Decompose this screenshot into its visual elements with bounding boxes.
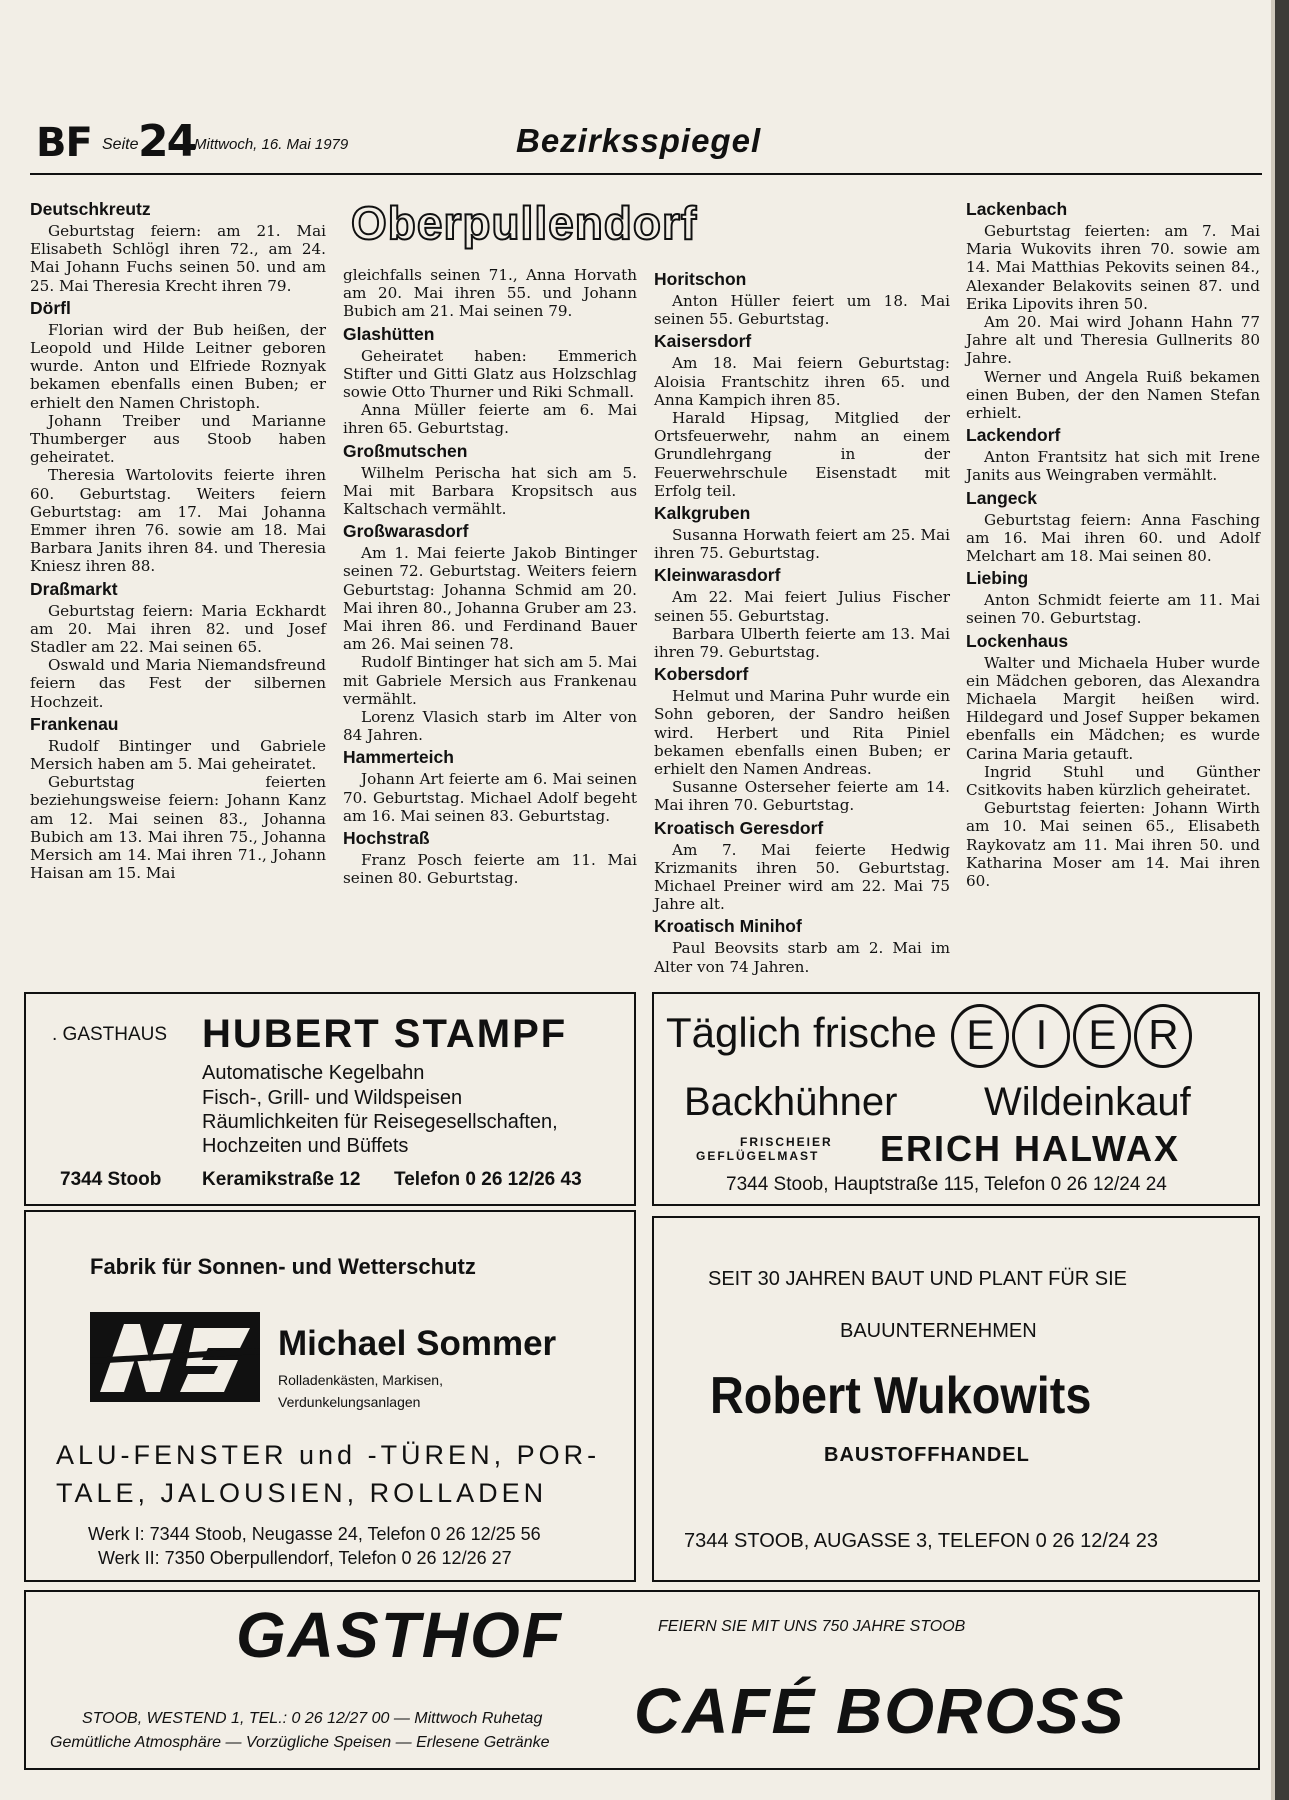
ad-address: 7344 STOOB, AUGASSE 3, TELEFON 0 26 12/24 23 (684, 1530, 1158, 1552)
place-heading: Dörfl (30, 297, 71, 318)
ad-name: ERICH HALWAX (880, 1128, 1181, 1169)
place-heading: Großmutschen (343, 440, 468, 461)
news-paragraph: Johann Treiber und Marianne Thumberger aus Stoob haben geheiratet. (30, 411, 326, 467)
ad-line: Automatische Kegelbahn (202, 1062, 425, 1084)
ad-slogan: Gemütliche Atmosphäre — Vorzügliche Speisen — Erlesene Getränke (50, 1734, 550, 1751)
news-paragraph: Susanna Horwath feiert am 25. Mai ihren 75. Geburtstag. (654, 526, 950, 563)
ad-line: Fisch-, Grill- und Wildspeisen (202, 1087, 463, 1109)
ad-big2: CAFÉ BOROSS (634, 1675, 1126, 1747)
news-paragraph: Walter und Michaela Huber wurde ein Mädchen geboren, das Alexandra Michaela Margit heißen wird. Hildegard und Josef Supper bekamen ebenfalls ein Mädchen; es wurde Carina Maria getauft. (966, 653, 1260, 763)
ad-town: 7344 Stoob (60, 1169, 162, 1190)
ad-address: STOOB, WESTEND 1, TEL.: 0 26 12/27 00 — Mittwoch Ruhetag (82, 1710, 543, 1727)
news-paragraph: Barbara Ulberth feierte am 13. Mai ihren 79. Geburtstag. (654, 624, 950, 662)
ad-address: 7344 Stoob, Hauptstraße 115, Telefon 0 26 12/24 24 (726, 1174, 1167, 1195)
place-heading: Langeck (966, 487, 1037, 508)
place-heading: Lackenbach (966, 199, 1068, 219)
ad-werk2: Werk II: 7350 Oberpullendorf, Telefon 0 26 12/26 27 (98, 1548, 512, 1568)
place-heading: Kroatisch Geresdorf (654, 817, 824, 838)
section-title: Bezirksspiegel (516, 122, 762, 159)
district-banner: Oberpullendorf (351, 197, 698, 249)
ad-sub: Rolladenkästen, Markisen, (278, 1372, 443, 1388)
paper-logo: BF (36, 120, 92, 166)
place-heading: Kobersdorf (654, 664, 749, 685)
news-paragraph: Werner und Angela Ruiß bekamen einen Buben, der den Namen Stefan erhielt. (966, 367, 1260, 423)
news-paragraph: Paul Beovsits starb am 2. Mai im Alter von 74 Jahren. (654, 939, 950, 976)
place-heading: Deutschkreutz (30, 199, 151, 219)
ad-lead: Täglich frische (666, 1009, 937, 1057)
place-heading: Hammerteich (343, 747, 454, 768)
news-paragraph: Am 18. Mai feiern Geburtstag: Aloisia Frantschitz ihren 65. und Anna Kampich ihren 85. (654, 354, 950, 409)
ad-sub: Verdunkelungsanlagen (278, 1394, 421, 1410)
page-label: Seite (102, 136, 139, 153)
news-paragraph: Lorenz Vlasich starb im Alter von 84 Jahren. (343, 708, 637, 745)
ad-top: Fabrik für Sonnen- und Wetterschutz (90, 1254, 476, 1279)
ad-big: ALU-FENSTER und -TÜREN, POR- (56, 1440, 601, 1470)
place-heading: Kroatisch Minihof (654, 916, 802, 937)
ad-phone: Telefon 0 26 12/26 43 (394, 1169, 582, 1190)
place-heading: Liebing (966, 568, 1029, 589)
news-paragraph: Oswald und Maria Niemandsfreund feiern das Fest der silbernen Hochzeit. (30, 656, 326, 711)
ad-werk1: Werk I: 7344 Stoob, Neugasse 24, Telefon 0 26 12/25 56 (88, 1524, 541, 1544)
news-paragraph: Am 7. Mai feierte Hedwig Krizmanits ihren 50. Geburtstag. Michael Preiner wird am 22. Mai 75 Jahre alt. (654, 840, 950, 914)
column-4 (966, 196, 1260, 890)
news-paragraph: Geburtstag feierten beziehungsweise feiern: Johann Kanz am 12. Mai seinen 83., Johanna Bubich am 13. Mai ihren 75., Johanna Mersich am 14. Mai ihren 71., Johann Haisan am 15. Mai (30, 773, 326, 883)
page-header (30, 118, 1260, 168)
place-heading: Horitschon (654, 269, 747, 289)
ad-street: Keramikstraße 12 (202, 1169, 361, 1190)
news-paragraph: Am 22. Mai feiert Julius Fischer seinen 55. Geburtstag. (654, 588, 950, 625)
ad-big: TALE, JALOUSIEN, ROLLADEN (56, 1478, 548, 1508)
ad-small2: GEFLÜGELMAST (696, 1149, 820, 1163)
ad-line: SEIT 30 JAHREN BAUT UND PLANT FÜR SIE (708, 1268, 1127, 1290)
ad-name: HUBERT STAMPF (202, 1012, 568, 1056)
ad-michael-sommer (24, 1210, 636, 1582)
ad-big1: GASTHOF (236, 1599, 563, 1671)
news-paragraph: Rudolf Bintinger und Gabriele Mersich haben am 5. Mai geheiratet. (30, 736, 326, 774)
news-paragraph: Anton Frantsitz hat sich mit Irene Janits aus Weingraben vermählt. (966, 448, 1260, 485)
egg-letter-i: I (1012, 1004, 1070, 1068)
ad-gasthof-boross (24, 1590, 1260, 1770)
page-edge (1275, 0, 1289, 1800)
news-paragraph: Harald Hipsag, Mitglied der Ortsfeuerwehr, nahm an einem Grundlehrgang in der Feuerwehrschule Eisenstadt mit Erfolg teil. (654, 409, 950, 500)
column-3 (654, 266, 950, 976)
news-paragraph: Anton Schmidt feierte am 11. Mai seinen 70. Geburtstag. (966, 591, 1260, 628)
news-paragraph: Johann Art feierte am 6. Mai seinen 70. Geburtstag. Michael Adolf begeht am 16. Mai seinen 83. Geburtstag. (343, 770, 637, 825)
news-paragraph: Rudolf Bintinger hat sich am 5. Mai mit Gabriele Mersich aus Frankenau vermählt. (343, 653, 637, 708)
ad-gasthaus-stampf (24, 992, 636, 1206)
news-paragraph: Geheiratet haben: Emmerich Stifter und Gitti Glatz aus Holzschlag sowie Otto Thurner und Riki Schmall. (343, 346, 637, 402)
news-paragraph: Anton Hüller feiert um 18. Mai seinen 55. Geburtstag. (654, 292, 950, 329)
page-number: 24 (138, 116, 196, 167)
ad-line: Räumlichkeiten für Reisegesellschaften, (202, 1111, 558, 1133)
place-heading: Glashütten (343, 323, 435, 344)
place-heading: Lockenhaus (966, 630, 1069, 651)
place-heading: Kaisersdorf (654, 331, 752, 352)
ad-right: Wildeinkauf (984, 1080, 1191, 1124)
news-paragraph: Geburtstag feiern: am 21. Mai Elisabeth Schlögl ihren 72., am 24. Mai Johann Fuchs seinen 50. und am 25. Mai Theresia Krecht ihren 79. (30, 222, 326, 295)
news-paragraph: Helmut und Marina Puhr wurde ein Sohn geboren, der Sandro heißen wird. Herbert und Rita Piniel bekamen ebenfalls einen Buben; er erhielt den Namen Andreas. (654, 687, 950, 779)
place-heading: Großwarasdorf (343, 521, 469, 542)
place-heading: Kalkgruben (654, 503, 751, 524)
header-rule (30, 173, 1262, 175)
column-2 (343, 266, 637, 887)
news-paragraph: Geburtstag feiern: Maria Eckhardt am 20. Mai ihren 82. und Josef Stadler am 22. Mai seinen 65. (30, 601, 326, 657)
egg-letter-e2: E (1073, 1004, 1131, 1068)
news-paragraph: Geburtstag feiern: Anna Fasching am 16. Mai ihren 60. und Adolf Melchart am 18. Mai seinen 80. (966, 510, 1260, 566)
news-paragraph: Geburtstag feierten: Johann Wirth am 10. Mai seinen 65., Elisabeth Raykovatz am 11. Mai ihren 50. und Katharina Moser am 14. Mai ihren 60. (966, 799, 1260, 891)
ad-robert-wukowits (652, 1216, 1260, 1582)
egg-letter-r: R (1134, 1004, 1192, 1068)
ad-prefix: . GASTHAUS (52, 1024, 168, 1045)
news-paragraph: gleichfalls seinen 71., Anna Horvath am 20. Mai ihren 55. und Johann Bubich am 21. Mai seinen 79. (343, 266, 637, 321)
ad-line: Hochzeiten und Büffets (202, 1135, 409, 1157)
place-heading: Draßmarkt (30, 578, 118, 599)
issue-date: Mittwoch, 16. Mai 1979 (194, 136, 349, 153)
egg-letter-e: E (951, 1004, 1009, 1068)
sommer-logo-icon (90, 1312, 260, 1402)
news-paragraph: Am 20. Mai wird Johann Hahn 77 Jahre alt und Theresia Gullnerits 80 Jahre. (966, 313, 1260, 368)
ad-name: Michael Sommer (278, 1324, 557, 1363)
ad-erich-halwax (652, 992, 1260, 1206)
ad-tagline: FEIERN SIE MIT UNS 750 JAHRE STOOB (658, 1618, 966, 1635)
news-paragraph: Am 1. Mai feierte Jakob Bintinger seinen 72. Geburtstag. Weiters feiern Geburtstag: Johanna Schmid am 20. Mai ihren 80., Johanna Gruber am 23. Mai ihren 86. und Ferdinand Bauer am 26. Mai seinen 78. (343, 544, 637, 654)
ad-name: Robert Wukowits (710, 1367, 1092, 1425)
news-paragraph: Wilhelm Perischa hat sich am 5. Mai mit Barbara Kropsitsch aus Kaltschach vermählt. (343, 463, 637, 519)
ad-small1: FRISCHEIER (740, 1135, 833, 1149)
ad-headline-row (666, 1004, 1192, 1068)
news-paragraph: Ingrid Stuhl und Günther Csitkovits haben kürzlich geheiratet. (966, 762, 1260, 800)
ad-left: Backhühner (684, 1080, 898, 1124)
news-paragraph: Franz Posch feierte am 11. Mai seinen 80. Geburtstag. (343, 851, 637, 888)
place-heading: Frankenau (30, 713, 119, 734)
place-heading: Lackendorf (966, 425, 1061, 446)
news-paragraph: Geburtstag feierten: am 7. Mai Maria Wukovits ihren 70. sowie am 14. Mai Matthias Pekovits seinen 84., Alexander Belakovits seinen 87. und Erika Lipovits ihren 50. (966, 222, 1260, 313)
place-heading: Hochstraß (343, 828, 430, 849)
place-heading: Kleinwarasdorf (654, 565, 781, 586)
news-paragraph: Anna Müller feierte am 6. Mai ihren 65. Geburtstag. (343, 401, 637, 438)
column-1 (30, 196, 326, 883)
ad-line: BAUSTOFFHANDEL (824, 1444, 1030, 1466)
ad-line: BAUUNTERNEHMEN (840, 1320, 1037, 1342)
news-paragraph: Florian wird der Bub heißen, der Leopold und Hilde Leitner geboren wurde. Anton und Elfriede Roznyak bekamen ebenfalls einen Buben; er erhielt den Namen Christoph. (30, 320, 326, 412)
news-paragraph: Theresia Wartolovits feierte ihren 60. Geburtstag. Weiters feiern Geburtstag: am 17. Mai Johanna Emmer ihren 76. sowie am 18. Mai Barbara Janits ihren 84. und Theresia Kniesz ihren 88. (30, 466, 326, 576)
news-paragraph: Susanne Osterseher feierte am 14. Mai ihren 70. Geburtstag. (654, 778, 950, 815)
